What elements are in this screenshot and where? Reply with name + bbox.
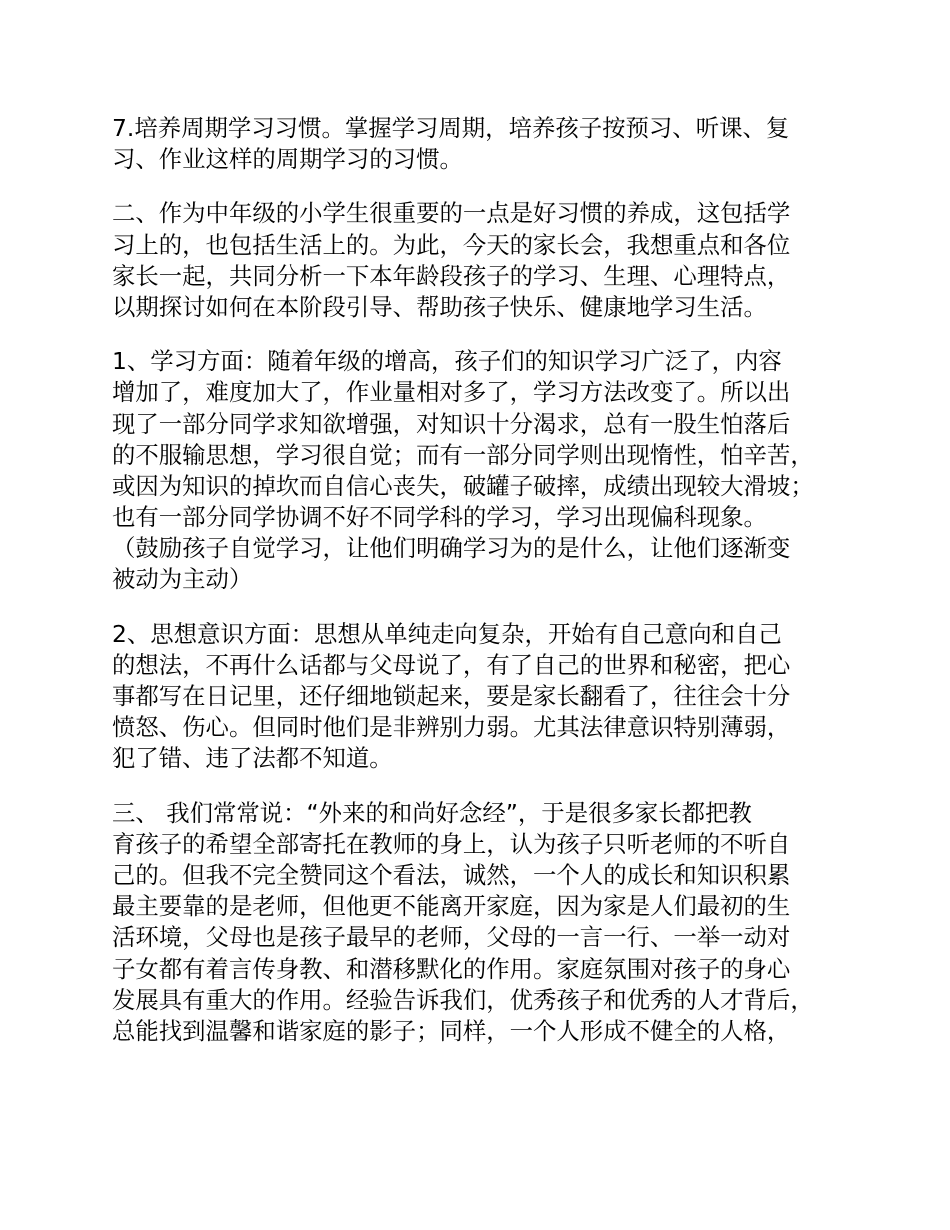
text-line: 三、 我们常常说：“外来的和尚好念经”，于是很多家长都把教 (112, 798, 752, 827)
paragraph-study-aspect (112, 346, 852, 596)
text-line: 也有一部分同学协调不好不同学科的学习，学习出现偏科现象。 (112, 503, 767, 532)
text-line: 二、作为中年级的小学生很重要的一点是好习惯的养成，这包括学 (112, 199, 791, 228)
text-line: （鼓励孩子自觉学习，让他们明确学习为的是什么，让他们逐渐变 (112, 534, 791, 563)
text-line: 育孩子的希望全部寄托在教师的身上，认为孩子只听老师的不听自 (112, 829, 791, 858)
text-line: 发展具有重大的作用。经验告诉我们，优秀孩子和优秀的人才背后， (112, 985, 814, 1014)
text-line: 子女都有着言传身教、和潜移默化的作用。家庭氛围对孩子的身心 (112, 954, 791, 983)
text-line: 愤怒、伤心。但同时他们是非辨别力弱。尤其法律意识特别薄弱， (112, 713, 791, 742)
text-line: 习上的，也包括生活上的。为此，今天的家长会，我想重点和各位 (112, 230, 791, 259)
text-line: 2、思想意识方面：思想从单纯走向复杂，开始有自己意向和自己 (112, 619, 782, 648)
text-line: 总能找到温馨和谐家庭的影子；同样，一个人形成不健全的人格， (112, 1016, 791, 1045)
paragraph-section-two (112, 198, 852, 323)
text-line: 或因为知识的掉坎而自信心丧失，破罐子破摔，成绩出现较大滑坡； (112, 471, 814, 500)
text-line: 家长一起，共同分析一下本年龄段孩子的学习、生理、心理特点， (112, 261, 791, 290)
text-line: 习、作业这样的周期学习的习惯。 (112, 145, 463, 174)
text-line: 活环境，父母也是孩子最早的老师，父母的一言一行、一举一动对 (112, 923, 791, 952)
text-line: 现了一部分同学求知欲增强，对知识十分渴求，总有一股生怕落后 (112, 409, 791, 438)
paragraph-habit-cycle (112, 113, 852, 175)
text-line: 犯了错、违了法都不知道。 (112, 744, 393, 773)
text-line: 的不服输思想，学习很自觉；而有一部分同学则出现惰性，怕辛苦， (112, 440, 814, 469)
text-line: 7.培养周期学习习惯。掌握学习周期，培养孩子按预习、听课、复 (112, 114, 790, 142)
paragraph-thinking-aspect (112, 619, 852, 775)
text-line: 最主要靠的是老师，但他更不能离开家庭，因为家是人们最初的生 (112, 892, 791, 921)
text-line: 1、学习方面：随着年级的增高，孩子们的知识学习广泛了，内容 (112, 347, 782, 376)
text-line: 己的。但我不完全赞同这个看法，诚然，一个人的成长和知识积累 (112, 860, 791, 889)
text-line: 以期探讨如何在本阶段引导、帮助孩子快乐、健康地学习生活。 (112, 292, 767, 321)
text-line: 事都写在日记里，还仔细地锁起来，要是家长翻看了，往往会十分 (112, 682, 791, 710)
document-body (112, 113, 852, 1070)
text-line: 的想法，不再什么话都与父母说了，有了自己的世界和秘密，把心 (112, 650, 791, 679)
text-line: 被动为主动） (112, 565, 253, 594)
text-line: 增加了，难度加大了，作业量相对多了，学习方法改变了。所以出 (112, 378, 791, 407)
paragraph-section-three (112, 798, 852, 1048)
